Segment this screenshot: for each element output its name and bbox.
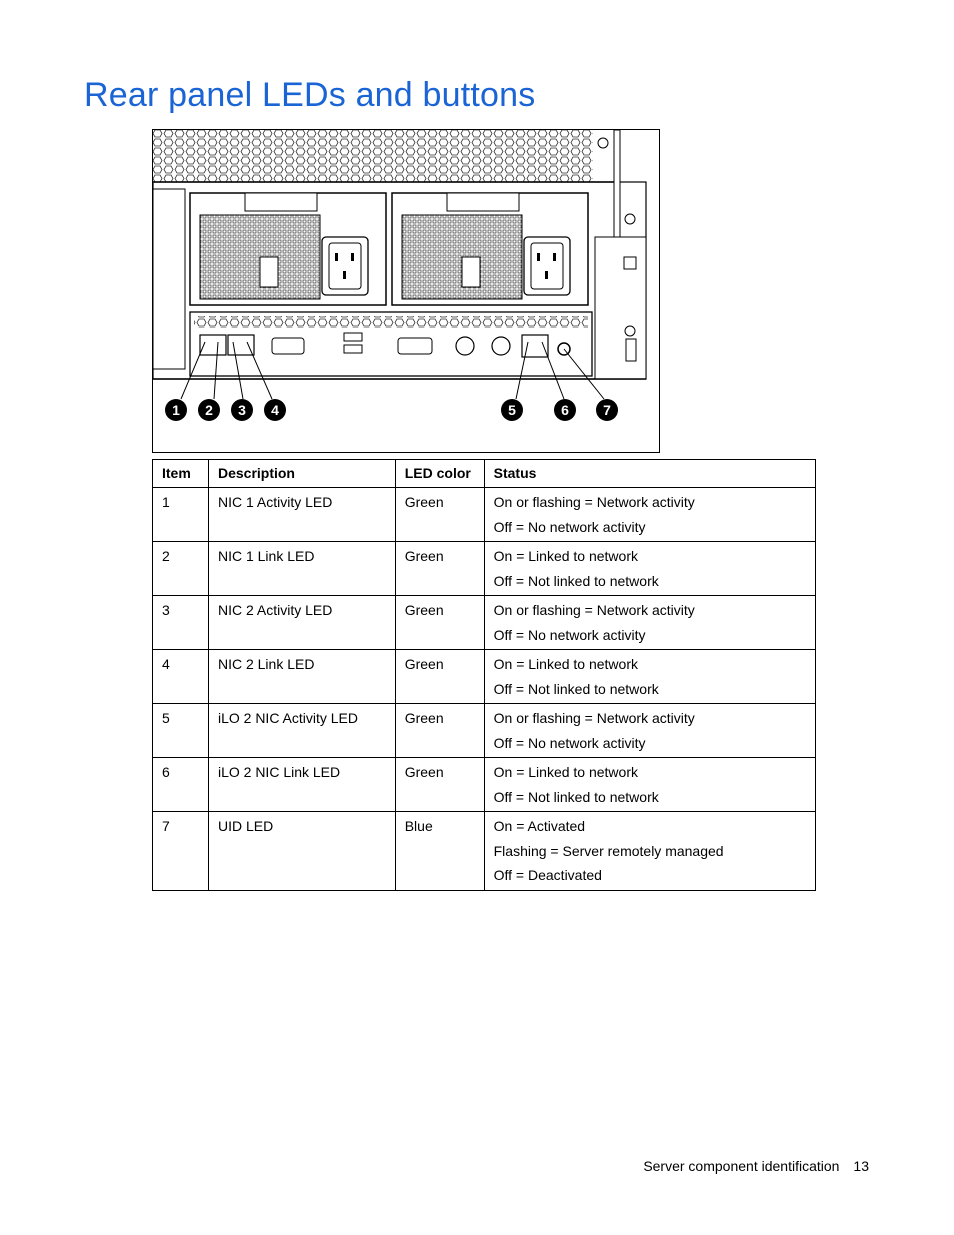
led-table <box>152 459 816 891</box>
callout-4 <box>264 399 286 421</box>
cell-status-line: On or flashing = Network activity <box>493 602 695 618</box>
svg-text:4: 4 <box>271 402 279 418</box>
svg-text:5: 5 <box>508 402 516 418</box>
svg-text:2: 2 <box>205 402 213 418</box>
cell-status-line: On or flashing = Network activity <box>493 494 695 510</box>
cell-description: iLO 2 NIC Activity LED <box>217 710 359 726</box>
cell-status-line: On = Activated <box>493 818 586 834</box>
table-row <box>153 704 816 758</box>
cell-item: 4 <box>162 656 170 672</box>
cell-status-line: On = Linked to network <box>493 656 638 672</box>
cell-status-line: On = Linked to network <box>493 764 638 780</box>
header-led-color: LED color <box>395 460 484 488</box>
callout-2 <box>198 399 220 421</box>
cell-color: Green <box>404 602 444 618</box>
svg-text:6: 6 <box>561 402 569 418</box>
cell-item: 7 <box>162 818 170 834</box>
callout-6 <box>554 399 576 421</box>
cell-status-line: Off = No network activity <box>493 518 646 535</box>
serial-port <box>272 338 304 354</box>
table-row <box>153 758 816 812</box>
rear-panel-illustration <box>152 129 660 453</box>
cell-status-line: Off = No network activity <box>493 626 646 643</box>
cell-description: NIC 2 Activity LED <box>217 602 333 618</box>
cell-color: Green <box>404 548 444 564</box>
callout-5 <box>501 399 523 421</box>
cell-description: UID LED <box>217 818 274 834</box>
cell-color: Green <box>404 494 444 510</box>
cell-status-line: Off = No network activity <box>493 734 646 751</box>
top-vent <box>153 130 593 182</box>
page-footer <box>643 1158 869 1174</box>
svg-text:7: 7 <box>603 402 611 418</box>
callout-1 <box>165 399 187 421</box>
cell-color: Blue <box>404 818 433 834</box>
power-supply-2 <box>392 193 588 305</box>
cell-status-line: On or flashing = Network activity <box>493 710 695 726</box>
cell-status-line: On = Linked to network <box>493 548 638 564</box>
video-port <box>398 338 432 354</box>
table-row <box>153 596 816 650</box>
table-row <box>153 488 816 542</box>
cell-item: 6 <box>162 764 170 780</box>
cell-item: 2 <box>162 548 170 564</box>
cell-color: Green <box>404 710 444 726</box>
callout-3 <box>231 399 253 421</box>
cell-status-line: Flashing = Server remotely managed <box>493 842 724 859</box>
nic2-port <box>228 335 254 355</box>
callout-7 <box>596 399 618 421</box>
cell-status-line: Off = Deactivated <box>493 867 602 883</box>
cell-status-line: Off = Not linked to network <box>493 572 659 589</box>
cell-color: Green <box>404 656 444 672</box>
cell-item: 3 <box>162 602 170 618</box>
footer-section: Server component identification <box>643 1158 840 1174</box>
cell-description: NIC 2 Link LED <box>217 656 315 672</box>
table-row <box>153 812 816 891</box>
cell-description: iLO 2 NIC Link LED <box>217 764 341 780</box>
page-title: Rear panel LEDs and buttons <box>84 76 536 114</box>
cell-item: 5 <box>162 710 170 726</box>
cell-status-line: Off = Not linked to network <box>493 680 659 697</box>
cell-color: Green <box>404 764 444 780</box>
header-item: Item <box>153 460 209 488</box>
power-supply-1 <box>190 193 386 305</box>
svg-text:1: 1 <box>172 402 180 418</box>
cell-status-line: Off = Not linked to network <box>493 788 659 805</box>
cell-item: 1 <box>162 494 170 510</box>
footer-page-number: 13 <box>853 1158 869 1174</box>
rear-panel-figure <box>152 129 660 453</box>
cell-description: NIC 1 Link LED <box>217 548 315 564</box>
header-status: Status <box>484 460 815 488</box>
table-row <box>153 542 816 596</box>
table-header-row <box>153 460 816 488</box>
header-description: Description <box>208 460 395 488</box>
io-panel <box>190 312 592 376</box>
table-row <box>153 650 816 704</box>
svg-text:3: 3 <box>238 402 246 418</box>
cell-description: NIC 1 Activity LED <box>217 494 333 510</box>
